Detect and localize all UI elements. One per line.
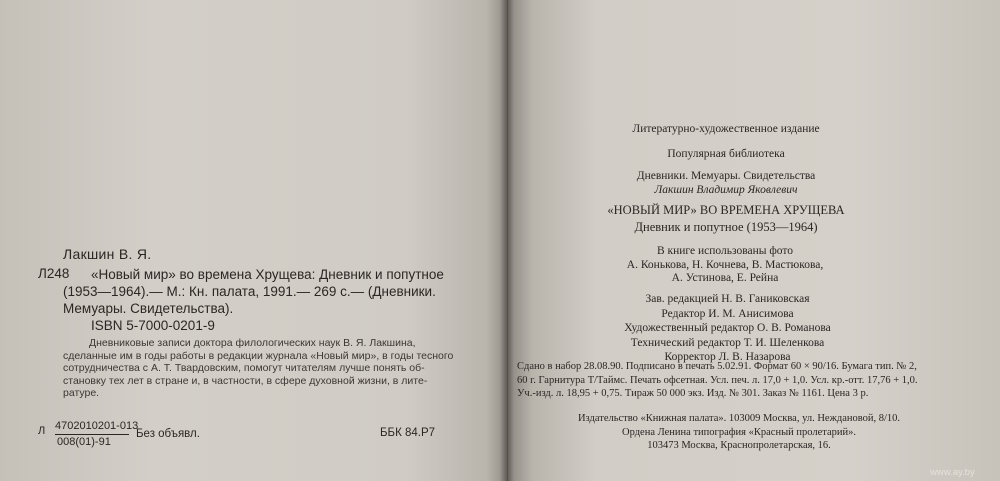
publisher-line: Ордена Ленина типография «Красный пролетарий». <box>622 426 856 438</box>
annotation-line: сделанные им в годы работы в редакции журнала «Новый мир», в годы тесного <box>63 349 454 362</box>
annotation-line: становку тех лет в стране и, в частности, в сфере духовной жизни, в лите- <box>63 374 428 387</box>
edition-type: Литературно-художественное издание <box>632 123 820 135</box>
credit-line: Технический редактор Т. И. Шеленкова <box>630 336 825 349</box>
credit-line: Корректор Л. В. Назарова <box>664 351 791 363</box>
isbn: ISBN 5-7000-0201-9 <box>91 318 215 333</box>
publisher-line: Издательство «Книжная палата». 103009 Москва, ул. Неждановой, 8/10. <box>577 413 901 424</box>
book-title: «НОВЫЙ МИР» ВО ВРЕМЕНА ХРУЩЕВА <box>607 203 845 217</box>
book-gutter <box>500 0 514 481</box>
publisher-info <box>565 412 913 453</box>
annotation <box>63 337 453 400</box>
bib-line-3: Мемуары. Свидетельства). <box>63 301 234 316</box>
annotation-line: Дневниковые записи доктора филологических наук В. Я. Лакшина, <box>89 337 416 349</box>
site-watermark: www.ay.by <box>930 467 975 478</box>
credit-line: Редактор И. М. Анисимова <box>661 307 794 320</box>
book-subtitle: Дневник и попутное (1953—1964) <box>634 220 818 234</box>
photo-credits <box>600 245 850 286</box>
catalog-code-bottom: 008(01)-91 <box>57 436 111 448</box>
catalog-letter: Л <box>38 425 46 437</box>
bibliographic-entry <box>63 266 444 334</box>
annotation-line: сотрудничества с А. Т. Твардовским, помогут читателям лучше понять об- <box>63 362 425 374</box>
bbk-code: ББК 84.Р7 <box>380 427 436 439</box>
author-heading: Лакшин В. Я. <box>63 246 152 262</box>
catalog-code-top: 4702010201-013 <box>55 420 139 432</box>
credit-line: Зав. редакцией Н. В. Ганиковская <box>645 293 810 305</box>
photo-line: А. Конькова, Н. Кочнева, В. Мастюкова, <box>626 258 824 271</box>
series-name: Популярная библиотека <box>667 148 785 160</box>
photo-line: А. Устинова, Е. Рейна <box>671 272 779 284</box>
imprint-line: Уч.-изд. л. 18,95 + 0,75. Тираж 50 000 экз. Изд. № 301. Заказ № 1161. Цена 3 р. <box>517 388 869 399</box>
imprint-line: Сдано в набор 28.08.90. Подписано в печать 5.02.91. Формат 60 × 90/16. Бумага тип. № 2, <box>517 361 917 372</box>
editorial-credits <box>610 292 845 365</box>
subseries-name: Дневники. Мемуары. Свидетельства <box>636 170 816 182</box>
price-note: Без объявл. <box>136 428 200 440</box>
right-page <box>508 0 1000 481</box>
bib-line-2: (1953—1964).— М.: Кн. палата, 1991.— 269 с.— (Дневники. <box>63 284 436 299</box>
print-imprint <box>517 360 918 401</box>
annotation-line: ратуре. <box>63 387 100 399</box>
photo-line: В книге использованы фото <box>656 245 794 257</box>
publisher-line: 103473 Москва, Краснопролетарская, 16. <box>647 440 831 451</box>
author-full-name: Лакшин Владимир Яковлевич <box>654 184 798 196</box>
catalog-code-divider <box>55 434 129 435</box>
imprint-line: 60 г. Гарнитура Т/Таймс. Печать офсетная. Усл. печ. л. 17,0 + 1,0. Усл. кр.-отт. 17,76 + 1,0. <box>517 374 918 386</box>
library-code: Л248 <box>38 266 70 281</box>
credit-line: Художественный редактор О. В. Романова <box>624 322 831 334</box>
bib-line-1: «Новый мир» во времена Хрущева: Дневник и попутное <box>91 267 444 282</box>
